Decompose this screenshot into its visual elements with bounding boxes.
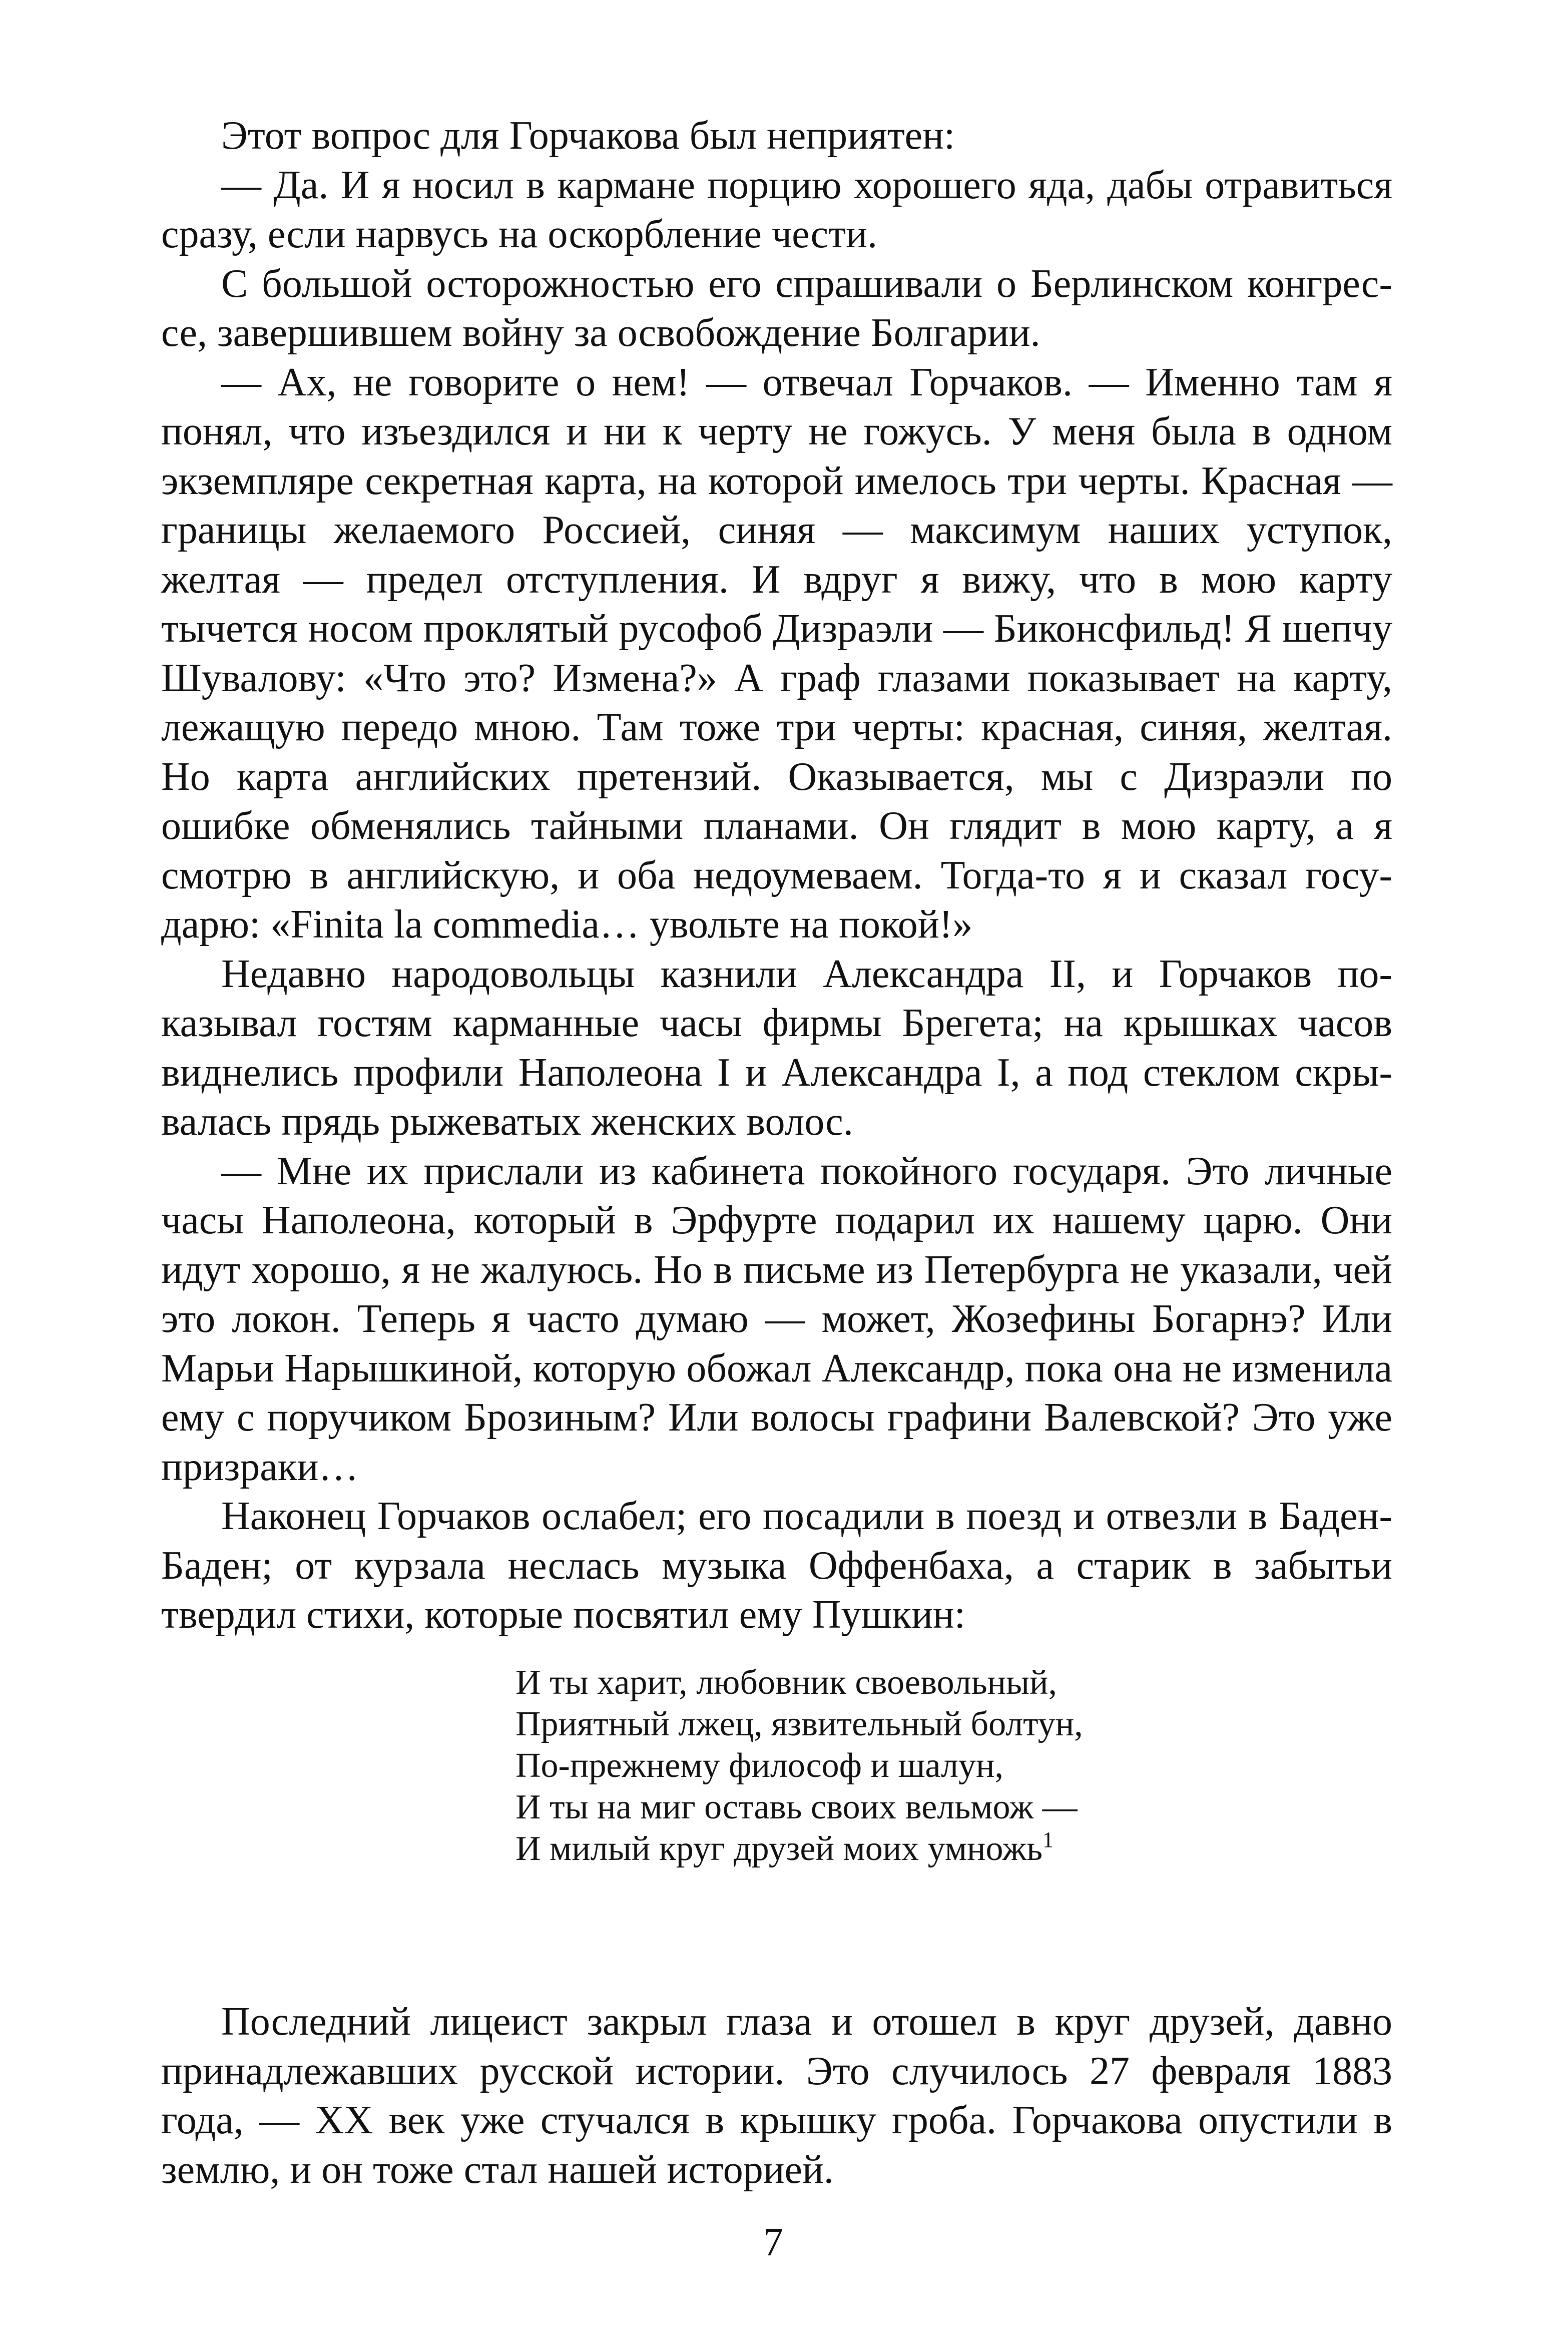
paragraph: Наконец Горчаков ослабел; его посадили в поезд и отвезли в Баден-Баден; от курзала неслась музыка Оффенбаха, а старик в забытьи твердил стихи, которые посвятил ему Пушкин: [161, 1494, 1392, 1637]
poem-line: И ты на миг оставь своих вельмож — [515, 1788, 1078, 1826]
paragraph: — Да. И я носил в кармане порцию хорошего яда, дабы отравиться сразу, если нарвусь на оскорбление чести. [161, 163, 1392, 256]
paragraph: Недавно народовольцы казнили Александра II, и Горчаков показывал гостям карманные часы фирмы Брегета; на крышках часов виднелись профили Наполеона I и Александра I, а под стеклом скрывалась прядь рыжеватых женских волос. [161, 952, 1392, 1144]
paragraph: С большой осторожностью его спрашивали о Берлинском конгрессе, завершившем войну за освобождение Болгарии. [161, 261, 1392, 355]
poem-line: Приятный лжец, язвительный болтун, [515, 1705, 1083, 1743]
closing-paragraph: Последний лицеист закрыл глаза и отошел в круг друзей, давно принадлежавших русской истории. Это случилось 27 февраля 1883 года, — XX век уже стучался в крышку гроба. Горчакова опустили в землю, и он тоже стал нашей историей. [161, 2000, 1392, 2192]
closing-text-block [161, 1997, 1392, 2194]
paragraph: — Мне их прислали из кабинета покойного государя. Это личные часы Наполеона, который в Эрфурте подарил их нашему царю. Они идут хорошо, я не жалуюсь. Но в письме из Петербурга не указали, чей это локон. Теперь я часто думаю — может, Жозефины Богарнэ? Или Марьи Нарышкиной, которую обожал Александр, пока она не изменила ему с поручиком Брозиным? Или волосы графини Валевской? Это уже призраки… [161, 1149, 1392, 1489]
paragraph: Этот вопрос для Горчакова был неприятен: [221, 114, 955, 158]
poem-line-last [515, 1828, 1266, 1869]
page-number: 7 [763, 2220, 783, 2264]
poem-line: По-прежнему философ и шалун, [515, 1746, 1003, 1785]
paragraph: — Ах, не говорите о нем! — отвечал Горчаков. — Именно там я понял, что изъездился и ни к черту не гожусь. У меня была в одном экземпляре секретная карта, на которой имелось три черты. Красная — границы желаемого Россией, синяя — максимум наших уступок, желтая — предел отступления. И вдруг я вижу, что в мою карту тычется носом проклятый русофоб Дизраэли — Биконсфильд! Я шепчу Шувалову: «Что это? Измена?» А граф глазами показывает на карту, лежащую передо мною. Там тоже три черты: красная, синяя, желтая. Но карта английских претензий. Оказывается, мы с Дизраэли по ошибке обменялись тайными планами. Он глядит в мою карту, а я смотрю в английскую, и оба недоумеваем. Тогда-то я и сказал государю: «Finita la commedia… увольте на покой!» [161, 360, 1392, 947]
poem-quote [515, 1662, 1266, 1869]
main-text-block [161, 111, 1392, 1640]
footnote-mark: 1 [1042, 1827, 1054, 1852]
poem-line: И ты харит, любовник своевольный, [515, 1663, 1057, 1702]
poem-line-text: И милый круг друзей моих умножь [515, 1829, 1043, 1868]
